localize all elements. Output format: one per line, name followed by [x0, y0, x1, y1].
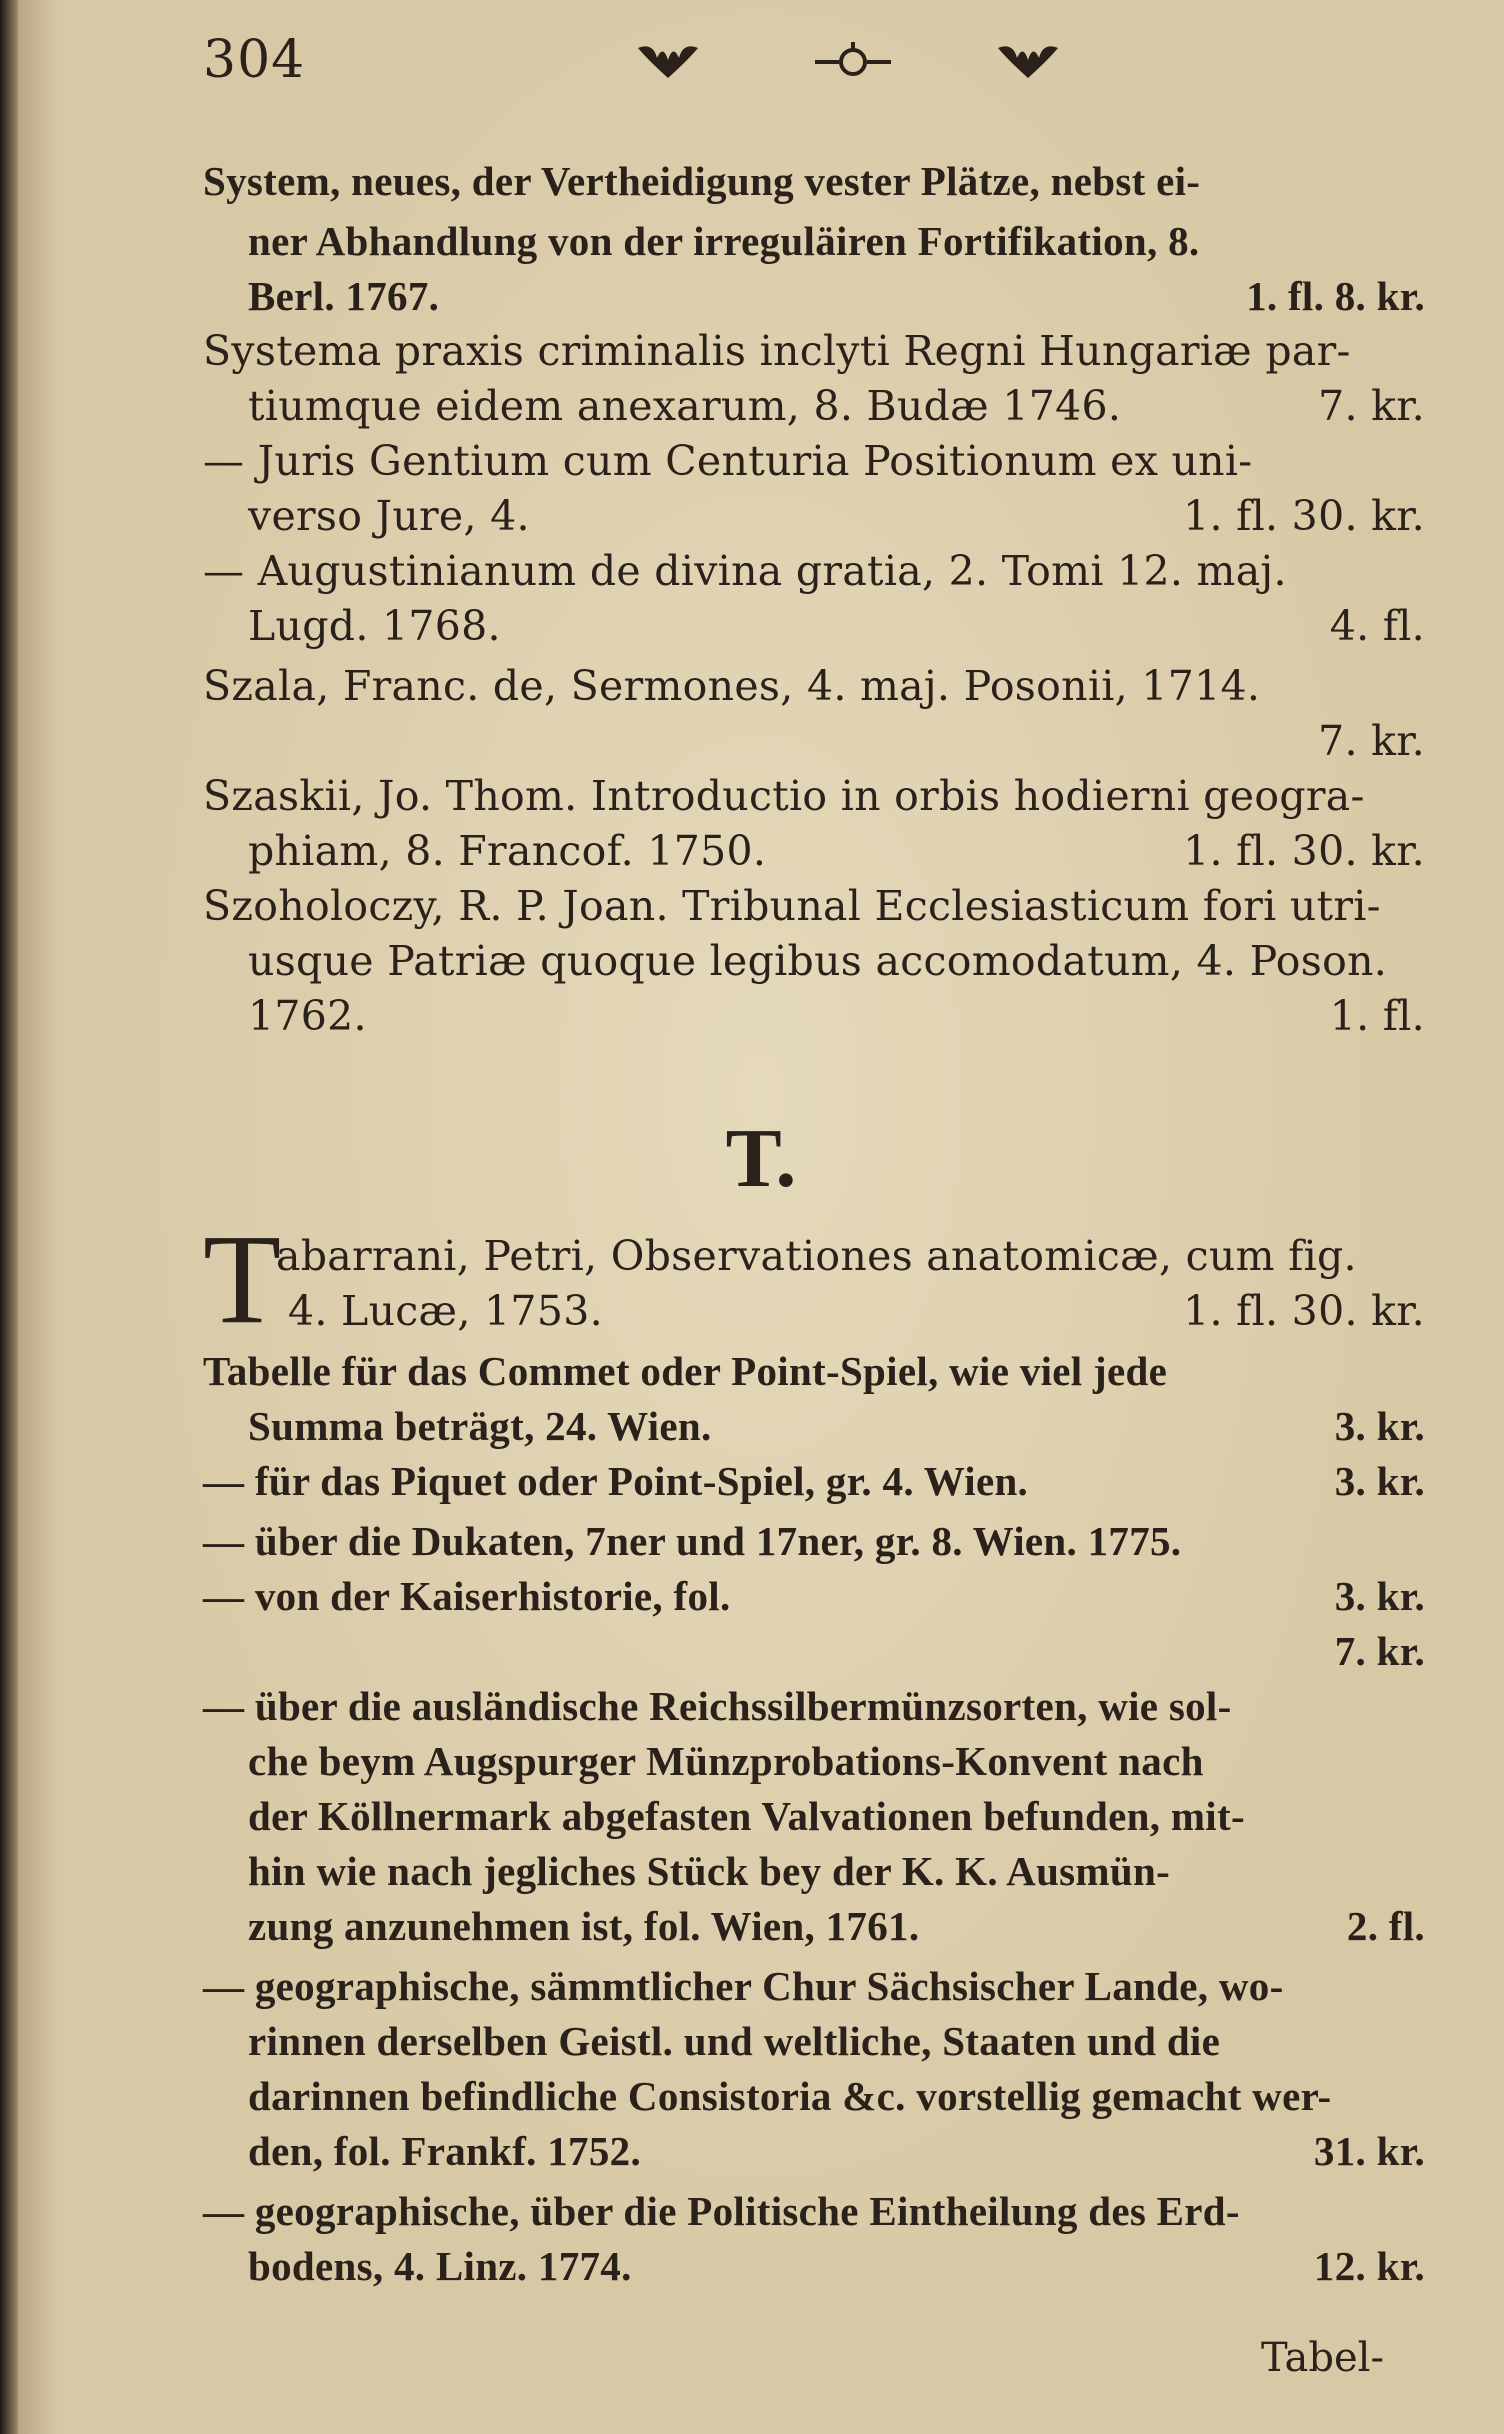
section-heading: T.	[725, 1112, 797, 1205]
book-page	[18, 0, 1504, 2434]
price: 1. fl. 30. kr.	[1183, 827, 1425, 875]
entry-line: — über die Dukaten, 7ner und 17ner, gr. 8. Wien. 1775.	[203, 1518, 1182, 1564]
entry-line: ner Abhandlung von der irreguläiren Fortifikation, 8.	[248, 218, 1200, 264]
price: 1. fl.	[1329, 992, 1425, 1040]
entry-line: Szala, Franc. de, Sermones, 4. maj. Posonii, 1714.	[203, 662, 1261, 710]
entry-line: Berl. 1767. 1. fl. 8. kr.	[248, 265, 1425, 327]
entry-line	[203, 1620, 1425, 1682]
entry-line: — geographische, über die Politische Eintheilung des Erd-	[203, 2188, 1240, 2234]
leaf-ornament-icon	[633, 40, 703, 84]
price: 12. kr.	[1313, 2243, 1425, 2289]
price: 31. kr.	[1313, 2128, 1425, 2174]
drop-capital: T	[203, 1208, 282, 1350]
entry-line: rinnen derselben Geistl. und weltliche, Staaten und die	[248, 2018, 1221, 2064]
entry-line: verso Jure, 4. 1. fl. 30. kr.	[248, 485, 1425, 547]
entry-line: — geographische, sämmtlicher Chur Sächsischer Lande, wo-	[203, 1963, 1284, 2009]
price: 1. fl. 30. kr.	[1183, 1287, 1425, 1335]
price: 3. kr.	[1334, 1573, 1425, 1619]
entry-line: hin wie nach jegliches Stück bey der K. K. Ausmün-	[248, 1848, 1171, 1894]
price: 7. kr.	[1318, 717, 1425, 765]
catchword: Tabel-	[1260, 2335, 1384, 2381]
price: 7. kr.	[1318, 382, 1425, 430]
entry-line: — über die ausländische Reichssilbermünzsorten, wie sol-	[203, 1683, 1232, 1729]
price: 4. fl.	[1329, 602, 1425, 650]
price: 7. kr.	[1334, 1628, 1425, 1674]
entry-line: Lugd. 1768. 4. fl.	[248, 595, 1425, 657]
entry-line: che beym Augspurger Münzprobations-Konvent nach	[248, 1738, 1204, 1784]
entry-line: — von der Kaiserhistorie, fol. 3. kr.	[203, 1565, 1425, 1627]
price: 2. fl.	[1346, 1903, 1425, 1949]
price: 1. fl. 30. kr.	[1183, 492, 1425, 540]
entry-line	[248, 710, 1425, 772]
price: 3. kr.	[1334, 1458, 1425, 1504]
entry-line: darinnen befindliche Consistoria &c. vorstellig gemacht wer-	[248, 2073, 1332, 2119]
entry-line: Summa beträgt, 24. Wien. 3. kr.	[248, 1395, 1425, 1457]
entry-line: — Juris Gentium cum Centuria Positionum ex uni-	[203, 437, 1253, 485]
page-number: 304	[203, 30, 306, 90]
entry-line: Szaskii, Jo. Thom. Introductio in orbis hodierni geogra-	[203, 772, 1365, 820]
entry-line: Tabelle für das Commet oder Point-Spiel, wie viel jede	[203, 1348, 1168, 1394]
book-binding-edge	[0, 0, 18, 2434]
entry-line: System, neues, der Vertheidigung vester Plätze, nebst ei-	[203, 158, 1201, 204]
leaf-ornament-icon	[993, 40, 1063, 84]
entry-line: — für das Piquet oder Point-Spiel, gr. 4. Wien. 3. kr.	[203, 1450, 1425, 1512]
entry-line: phiam, 8. Francof. 1750. 1. fl. 30. kr.	[248, 820, 1425, 882]
entry-line: bodens, 4. Linz. 1774. 12. kr.	[248, 2235, 1425, 2297]
knot-ornament-icon	[813, 40, 893, 84]
entry-line: 1762. 1. fl.	[248, 985, 1425, 1047]
entry-line: abarrani, Petri, Observationes anatomicæ, cum fig.	[276, 1232, 1357, 1280]
entry-line: tiumque eidem anexarum, 8. Budæ 1746. 7. kr.	[248, 375, 1425, 437]
entry-line: der Köllnermark abgefasten Valvationen befunden, mit-	[248, 1793, 1245, 1839]
entry-line: — Augustinianum de divina gratia, 2. Tomi 12. maj.	[203, 547, 1287, 595]
entry-line: usque Patriæ quoque legibus accomodatum, 4. Poson.	[248, 937, 1388, 985]
entry-line: den, fol. Frankf. 1752. 31. kr.	[248, 2120, 1425, 2182]
entry-line: Systema praxis criminalis inclyti Regni Hungariæ par-	[203, 327, 1351, 375]
entry-line: zung anzunehmen ist, fol. Wien, 1761. 2. fl.	[248, 1895, 1425, 1957]
price: 1. fl. 8. kr.	[1246, 273, 1425, 319]
entry-line: 4. Lucæ, 1753. 1. fl. 30. kr.	[288, 1280, 1425, 1342]
price: 3. kr.	[1334, 1403, 1425, 1449]
entry-line: Szoholoczy, R. P. Joan. Tribunal Ecclesiasticum fori utri-	[203, 882, 1381, 930]
